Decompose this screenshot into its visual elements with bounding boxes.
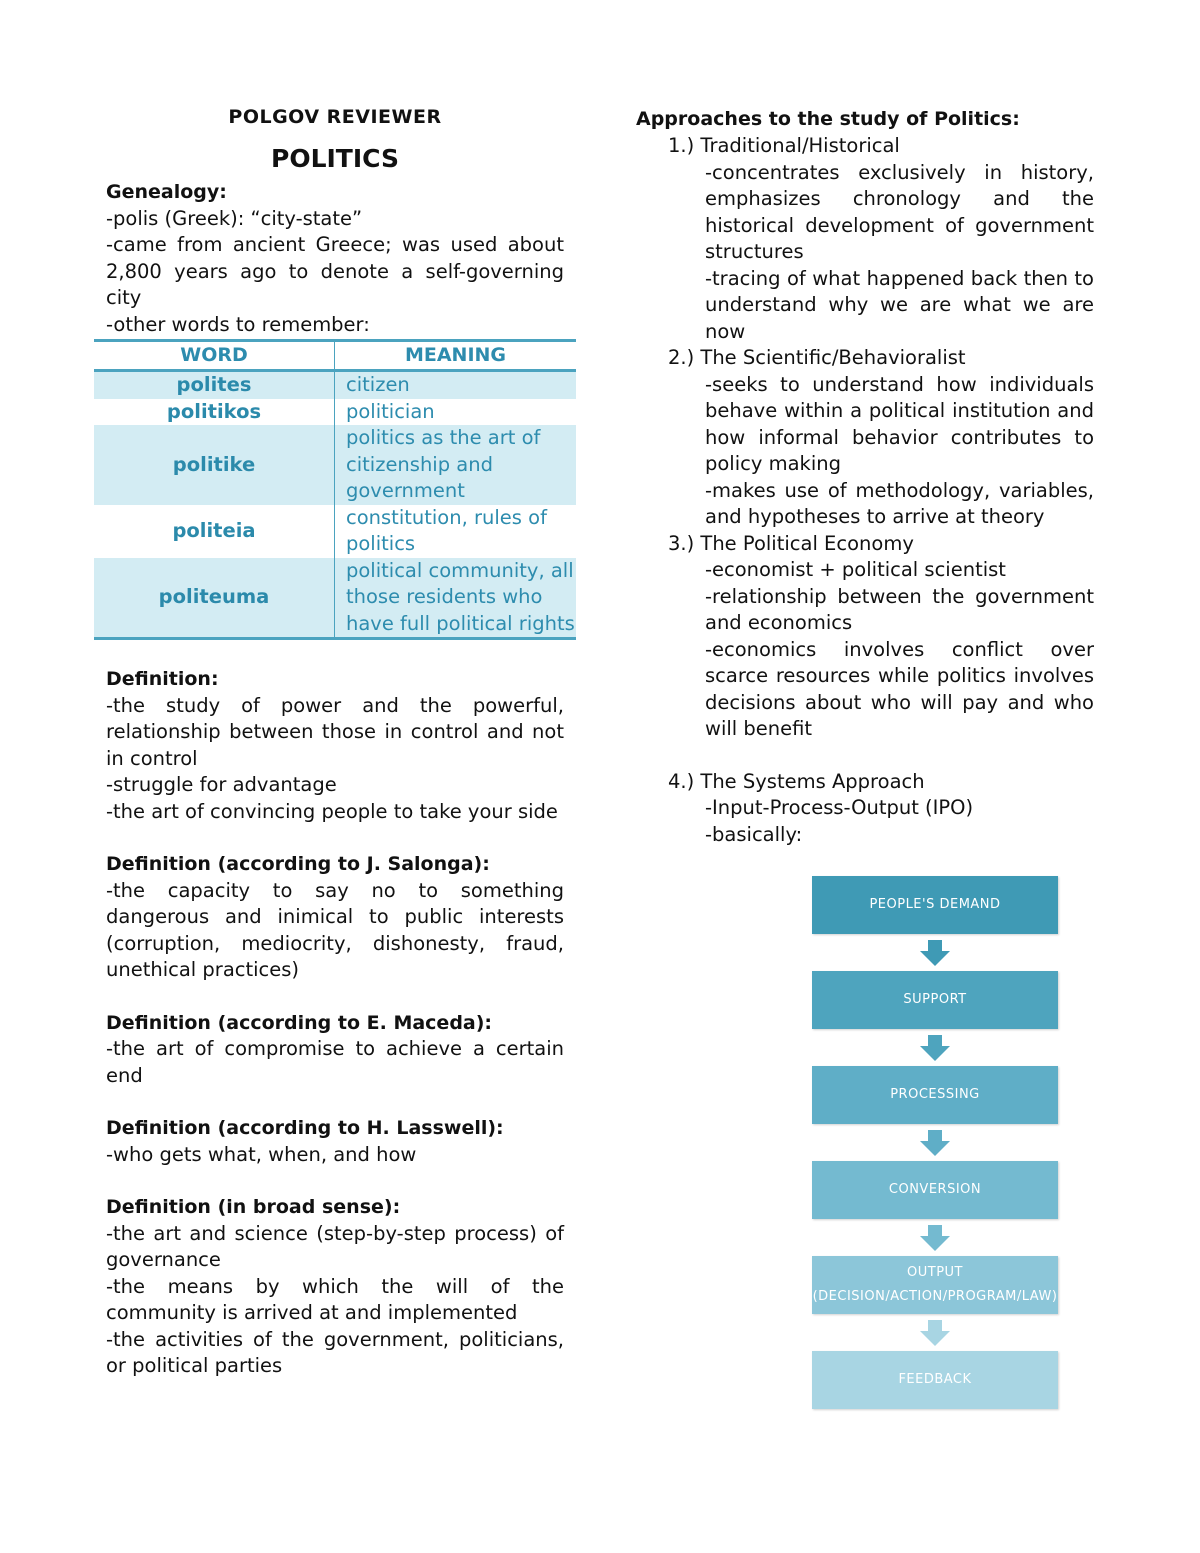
definition-section	[94, 666, 576, 825]
definition-line: -who gets what, when, and how	[106, 1142, 417, 1166]
flow-box-label: PEOPLE'S DEMAND	[869, 897, 1001, 912]
right-column	[636, 106, 1096, 848]
down-arrow-icon	[812, 1029, 1058, 1066]
definition-maceda-section	[94, 1010, 576, 1090]
flow-box-label: FEEDBACK	[898, 1372, 972, 1387]
approach-item-systems	[636, 769, 1096, 849]
section-title: POLITICS	[271, 144, 399, 173]
flow-box-conversion	[812, 1161, 1058, 1219]
down-arrow-icon	[812, 1124, 1058, 1161]
table-row	[94, 425, 576, 505]
approach-line: -seeks to understand how individuals behave within a political institution and how informal behavior contributes to policy making	[705, 372, 1094, 475]
genealogy-section	[94, 179, 576, 338]
approach-line: -tracing of what happened back then to understand why we are what we are now	[705, 266, 1094, 343]
definition-heading: Definition (according to J. Salonga):	[106, 853, 490, 875]
approach-line: -relationship between the government and economics	[705, 584, 1094, 634]
down-arrow-icon	[812, 934, 1058, 971]
approach-line: -economics involves conflict over scarce resources while politics involves decisions about who will pay and who will benefit	[705, 637, 1094, 740]
flow-box-support	[812, 971, 1058, 1029]
definition-line: -the capacity to say no to something dangerous and inimical to public interests (corruption, mediocrity, dishonesty, fraud, unethical practices)	[106, 878, 564, 981]
definition-heading: Definition (according to H. Lasswell):	[106, 1117, 504, 1139]
flow-box-feedback	[812, 1351, 1058, 1409]
definition-line: -the study of power and the powerful, relationship between those in control and not in control	[106, 693, 564, 770]
left-column	[94, 106, 576, 1380]
flow-box-label: OUTPUT	[907, 1265, 963, 1280]
approach-line: -economist + political scientist	[705, 558, 1006, 581]
genealogy-line: -polis (Greek): “city-state”	[106, 206, 363, 230]
approach-title: 4.) The Systems Approach	[668, 769, 925, 793]
flow-box-label: PROCESSING	[890, 1087, 980, 1102]
header-meaning: MEANING	[335, 341, 577, 371]
approach-line: -basically:	[705, 822, 803, 846]
approaches-heading: Approaches to the study of Politics:	[636, 108, 1020, 130]
word-cell: politeia	[94, 505, 335, 558]
definition-heading: Definition (according to E. Maceda):	[106, 1011, 493, 1034]
flow-box-label: SUPPORT	[903, 992, 967, 1007]
approach-line: -concentrates exclusively in history, emphasizes chronology and the historical development of government structures	[705, 160, 1094, 263]
definition-heading: Definition (in broad sense):	[106, 1196, 401, 1218]
word-cell: politike	[94, 425, 335, 505]
approach-line: -makes use of methodology, variables, and hypotheses to arrive at theory	[705, 478, 1094, 528]
definition-line: -the means by which the will of the community is arrived at and implemented	[106, 1274, 564, 1324]
word-meaning-table	[94, 339, 576, 640]
document-title: POLGOV REVIEWER	[228, 106, 442, 128]
flow-box-peoples-demand	[812, 876, 1058, 934]
definition-broad-section	[94, 1194, 576, 1380]
approach-title: 1.) Traditional/Historical	[668, 134, 900, 157]
flow-box-sublabel: (DECISION/ACTION/PROGRAM/LAW)	[812, 1289, 1058, 1304]
definition-line: -the art of compromise to achieve a certain end	[106, 1037, 564, 1087]
genealogy-line: -came from ancient Greece; was used about 2,800 years ago to denote a self-governing city	[106, 233, 564, 309]
meaning-cell: constitution, rules of politics	[346, 505, 547, 555]
approach-item-political-economy	[636, 531, 1096, 743]
approach-title: 2.) The Scientific/Behavioralist	[668, 346, 966, 369]
genealogy-heading: Genealogy:	[106, 181, 227, 203]
flow-box-processing	[812, 1066, 1058, 1124]
definition-line: -the activities of the government, politicians, or political parties	[106, 1327, 564, 1377]
definition-line: -struggle for advantage	[106, 773, 337, 796]
meaning-cell: politics as the art of citizenship and government	[335, 425, 577, 505]
approach-title: 3.) The Political Economy	[668, 531, 914, 555]
table-row	[94, 371, 576, 399]
table-row	[94, 505, 576, 558]
definition-heading: Definition:	[106, 668, 219, 690]
definition-salonga-section	[94, 851, 576, 984]
meaning-cell: political community, all those residents who have full political rights	[335, 558, 577, 639]
word-cell: politeuma	[94, 558, 335, 639]
genealogy-line: -other words to remember:	[106, 312, 370, 336]
definition-line: -the art and science (step-by-step process) of governance	[106, 1221, 564, 1271]
table-row	[94, 399, 576, 426]
definition-line: -the art of convincing people to take your side	[106, 799, 558, 823]
ipo-flow-diagram	[812, 876, 1058, 1409]
header-word: WORD	[94, 341, 335, 371]
down-arrow-icon	[812, 1219, 1058, 1256]
meaning-cell: politician	[346, 399, 435, 423]
word-cell: polites	[94, 371, 335, 399]
approach-line: -Input-Process-Output (IPO)	[705, 796, 974, 819]
word-cell: politikos	[94, 399, 335, 426]
approach-item-traditional	[636, 133, 1096, 345]
table-header-row	[94, 341, 576, 371]
definition-lasswell-section	[94, 1115, 576, 1168]
down-arrow-icon	[812, 1314, 1058, 1351]
meaning-cell: citizen	[335, 371, 577, 399]
table-row	[94, 558, 576, 639]
approach-item-scientific	[636, 345, 1096, 531]
flow-box-output	[812, 1256, 1058, 1314]
flow-box-label: CONVERSION	[888, 1182, 982, 1197]
